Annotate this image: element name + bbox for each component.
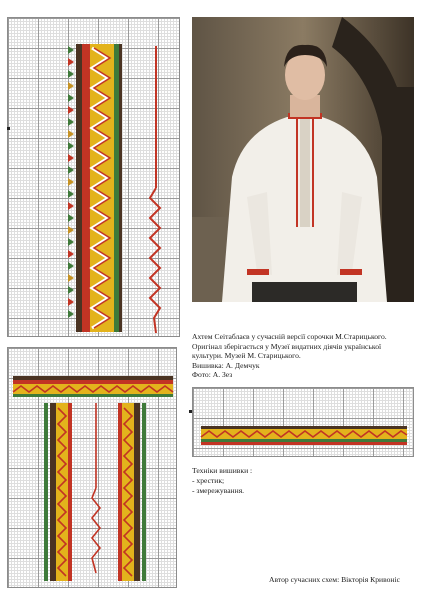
embroidery-techniques xyxy=(192,466,252,496)
vertical-band-pattern xyxy=(8,18,181,338)
caption-line: Оригінал зберігається у Музеї видатних діячів української xyxy=(192,341,382,351)
photo-caption xyxy=(192,332,414,380)
model-photo xyxy=(192,17,414,302)
placket-pattern xyxy=(8,348,178,589)
pattern-chart-cuff xyxy=(192,387,414,457)
author-credit: Автор сучасних схем: Вікторія Кривоніс xyxy=(269,575,400,584)
registration-mark xyxy=(7,127,10,130)
technique-item: - змережування. xyxy=(192,486,245,495)
technique-item: - хрестик; xyxy=(192,476,225,485)
cuff-pattern xyxy=(193,388,415,458)
green-arrow-column xyxy=(68,46,74,318)
pattern-chart-placket xyxy=(7,347,177,588)
photo-illustration xyxy=(192,17,414,302)
caption-line: культури. Музей М. Старицького. xyxy=(192,351,301,361)
caption-line: Ахтем Сеітаблаєв у сучасній версії сорочки М.Старицького. xyxy=(192,332,387,341)
registration-mark xyxy=(189,410,192,413)
caption-line: Фото: А. Зез xyxy=(192,370,233,380)
pattern-chart-vertical-band xyxy=(7,17,180,337)
caption-line: Вишивка: А. Демчук xyxy=(192,360,260,370)
techniques-title: Техніки вишивки : xyxy=(192,466,253,475)
